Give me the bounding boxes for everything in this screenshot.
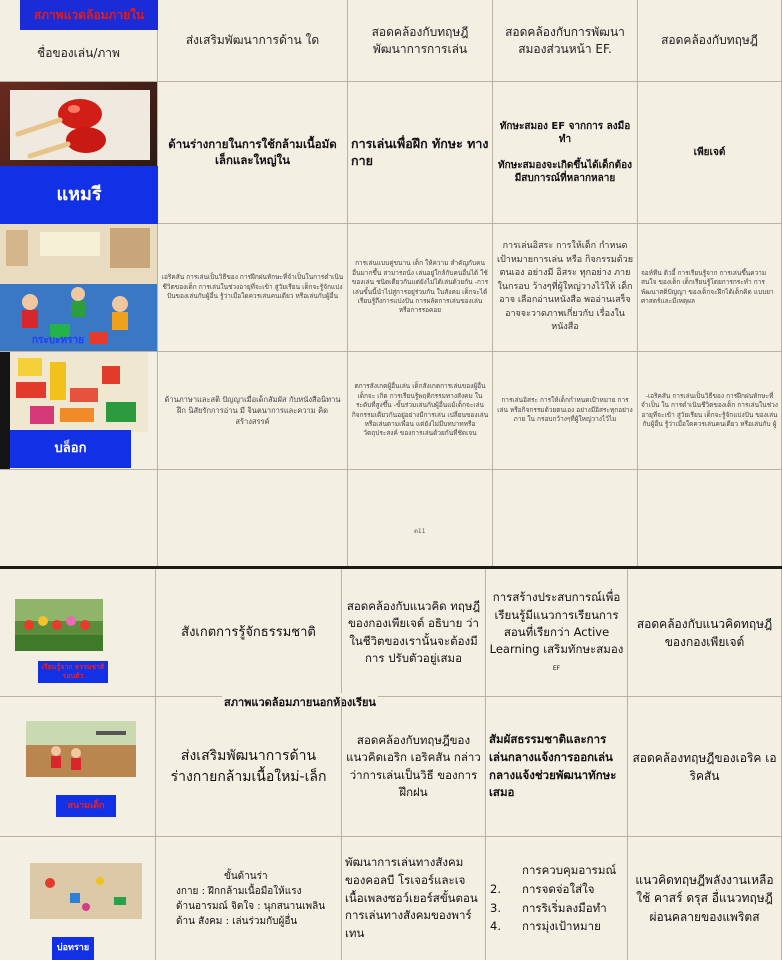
- b-row3-toy-cell: [0, 837, 156, 960]
- row4-play-theory: [348, 470, 493, 566]
- b-row2-toy-cell: [0, 697, 156, 837]
- header-cell-development: ส่งเสริมพัฒนาการด้าน ใด: [158, 0, 348, 82]
- ef-list-item: 3. การริเริ่มลงมือทำ: [490, 900, 607, 915]
- classroom-photo: [0, 224, 158, 352]
- maracas-photo: [0, 82, 158, 166]
- sandpit-photo: [30, 863, 142, 919]
- row4-ef: [493, 470, 638, 566]
- blocks-photo: [10, 352, 148, 432]
- bottom-sheet: [0, 569, 782, 960]
- row4-mark: ต11: [414, 528, 426, 535]
- ef-list-item: 4. การมุ่งเป้าหมาย: [490, 919, 601, 934]
- playground-illustration: [26, 721, 136, 777]
- row2-toy-cell: [0, 224, 158, 352]
- b-row1-ef: การสร้างประสบการณ์เพื่อเรียนรู้มีแนวการเรียนการสอนที่เรียกว่า Active Learning เสริมทักษะสมอง EF: [486, 569, 628, 697]
- header-toy-label: ชื่อของเล่น/ภาพ: [37, 45, 120, 60]
- sandpit-label: บ่อทราย: [52, 937, 94, 960]
- row3-dark-strip: [0, 352, 10, 470]
- b-row3-play-theory: พัฒนาการเล่นทางสังคมของคอลบี โรเจอร์และเจเนื้อเพลงซอว์เยอร์สขั้นตอนการเล่นทางสังคมของพาร์เทน: [342, 837, 486, 960]
- row2-ef: การเล่นอิสระ การให้เด็ก กำหนดเป้าหมายการเล่น หรือ กิจกรรมด้วยตนเอง อย่างมี อิสระ ทุกอย่าง ภาย ในกรอบ ว้างๆที่ผู้ใหญ่วางไว้ให้ เด็กอาจ เลือกอ่านหนังสือ พออ่านเสร็จ อาจจะวาดภาพเกี่ยวกับ เรื่องใน หนังสือ: [493, 224, 638, 352]
- maracas-illustration: [0, 82, 158, 166]
- classroom-caption: กระบะทราย: [32, 335, 84, 346]
- b-row3-ef: [486, 837, 628, 960]
- nature-label: เรียนรู้จาก ธรรมชาติรอบตัว: [38, 661, 108, 683]
- playground-photo: [26, 721, 136, 777]
- row2-development: เอริคสัน การเล่นเป็นวิธีของ การฝึกฝนทักษะที่จำเป็นในการดำเนินชีวิตของเด็ก การเล่นในช่วงอายุที่จะเข้า สู่วัยเรียน เด็กจะรู้จักแบ่งปันของเล่นกับผู้อื่น รู้ว่าเมื่อใดควรเล่นคนเดียว หรือเล่นกับผู้อื่น: [158, 224, 348, 352]
- b-row3-development: ขั้นด้านร่า งกาย : ฝึกกล้ามเนื้อมือให้แรง ด้านอารมณ์ จิตใจ : นุกสนานเพลิน ด้าน สังคม : เล่นร่วมกับผู้อื่น: [156, 837, 342, 960]
- b-row1-theory: สอดคล้องกับแนวคิดทฤษฎีของกองเพียเจต์: [628, 569, 782, 697]
- b-row2-theory: สอดคล้องทฤษฎีของเอริค เอริคสัน: [628, 697, 782, 837]
- nature-photo: [15, 599, 103, 651]
- b-row1-play-theory: สอดคล้องกับแนวคิด ทฤษฎี ของกองเพียเจต์ อธิบาย ว่า ในชีวิตของเรานั้นจะต้องมี การ ปรับตัวอยู่เสมอ: [342, 569, 486, 697]
- b-row2-play-theory: สอดคล้องกับทฤษฎีของ แนวคิดเอริก เอริคสัน กล่าวว่าการเล่นเป็นวิธี ของการฝึกฝน: [342, 697, 486, 837]
- blocks-illustration: [10, 352, 148, 432]
- row3-ef: การเล่นอิสระ การให้เด็กกำหนดเป้าหมาย การ เล่น หรือกิจกรรมด้วยตนเอง อย่างมีอิสระทุกอย่างภาย ใน กรอบกว้างๆที่ผู้ใหญ่วางไว้ไม: [493, 352, 638, 470]
- row1-toy-cell: [0, 82, 158, 224]
- ef-list-item: การควบคุมอารมณ์: [522, 862, 617, 877]
- row2-theory: จอห์ทีน ดิวอี้ การเรียนรู้จาก การเล่นขึ้นความสนใจ ของเด็ก เด็กเรียนรู้โดยการกระทำ การพัฒนาสติปัญญา ของเด็กจะฝึกได้เด็กคิด แบบยาศาสตร์และมีเหตุผล: [638, 224, 782, 352]
- row4-theory: [638, 470, 782, 566]
- row4-development: [158, 470, 348, 566]
- outdoor-section-title: สภาพแวดล้อมภายนอกห้องเรียน: [222, 693, 378, 711]
- row4-toy-cell: [0, 470, 158, 566]
- classroom-illustration: [0, 224, 158, 352]
- row1-development: ด้านร่างกายในการใช้กล้ามเนื้อมัดเล็กและใหญ่ใน: [158, 82, 348, 224]
- row2-play-theory: การเล่นแบบคู่ขนาน เด็ก ให้ความ สำคัญกับคนอื่นมากขึ้น สามารถนั่ง เล่นอยู่ใกล้กับคนอื่นได้ ใช้ของเล่น ชนิดเดียวกันแต่ยังไม่ได้เล่นด้วยกัน -การเล่นขั้นนี้นำไปสู่การอยู่ร่วมกัน ในสังคม เด็กจะได้เรียนรู้ถึงการแบ่งปัน การผลัดการเล่นของเล่น หรือการรอคอย: [348, 224, 493, 352]
- b-row1-toy-cell: [0, 569, 156, 697]
- row3-development: ด้านภาษาและสติ ปัญญาเมื่อเด็กสัมผัส กับหนังสือนิทาน ฝึก นิสัยรักการอ่าน มี จินตนาการและความ คิดสร้างสรรค์: [158, 352, 348, 470]
- b-row1-development: สังเกตการรู้จักธรรมชาติ: [156, 569, 342, 697]
- blocks-label: บล็อก: [10, 430, 131, 468]
- ef-list-item: 2. การจดจ่อใส่ใจ: [490, 881, 595, 896]
- row1-ef: ทักษะสมอง EF จากการ ลงมือทำ ทักษะสมองจะเกิดขึ้นได้เด็กต้องมีสบการณ์ที่หลากหลาย: [493, 82, 638, 224]
- header-cell-ef: สอดคล้องกับการพัฒนา สมองส่วนหน้า EF.: [493, 0, 638, 82]
- b-row2-ef: สัมผัสธรรมชาติและการเล่นกลางแจ้งการออกเล่นกลางแจ้งช่วยพัฒนาทักษะเสมอ: [486, 697, 628, 837]
- row3-play-theory: ตการสังเกตผู้อื่นเล่น เด็กสังเกตการเล่นของผู้อื่นเด็กจะ เกิด การเรียนรู้พฤติกรรมทางสังคม ในระดับที่สูงขึ้น -ขั้นร่วมเล่นกับผู้อื่นแม้เด็กจะเล่น กิจกรรมเดียวกันอยู่อย่างมีการเล่น เปลี่ยนของเล่นหรือเล่นตามเพื่อน แต่ยังไม่มีบทบาทหรือวัตถุประสงค์ ของการเล่นด้วยกันที่ชัดเจน: [348, 352, 493, 470]
- section-banner: สภาพแวดล้อมภายใน: [20, 0, 158, 30]
- row3-theory: -เอริคสัน การเล่นเป็นวิธีของ การฝึกฝนทักษะที่จำเป็น ใน การดำเนินชีวิตของเด็ก การเล่นในช่วงอายุที่จะเข้า สู่วัยเรียน เด็กจะรู้จักแบ่งปัน ของเล่นกับผู้อื่น รู้ว่าเมื่อใดควรเล่นคนเดียว หรือเล่นกับ ผู้: [638, 352, 782, 470]
- b-row3-theory: แนวคิดทฤษฎีพลังงานเหลือใช้ คาสร์ ดรุส อื่แนวทฤษฎีผ่อนคลายของแพริตส: [628, 837, 782, 960]
- nature-illustration: [15, 599, 103, 651]
- sandpit-illustration: [30, 863, 142, 919]
- row1-theory: เพียเจต์: [638, 82, 782, 224]
- header-cell-theory: สอดคล้องกับทฤษฎี: [638, 0, 782, 82]
- playground-label: สนามเด็ก: [56, 795, 116, 817]
- b-row2-development: ส่งเสริมพัฒนาการด้าน ร่างกายกล้ามเนื้อใหม่-เล็ก: [156, 697, 342, 837]
- row3-toy-cell: [0, 352, 158, 470]
- row1-play-theory: การเล่นเพื่อฝึก ทักษะ ทางกาย: [348, 82, 493, 224]
- header-cell-play-theory: สอดคล้องกับทฤษฎี พัฒนาการการเล่น: [348, 0, 493, 82]
- maracas-label: แหมรี: [0, 166, 158, 224]
